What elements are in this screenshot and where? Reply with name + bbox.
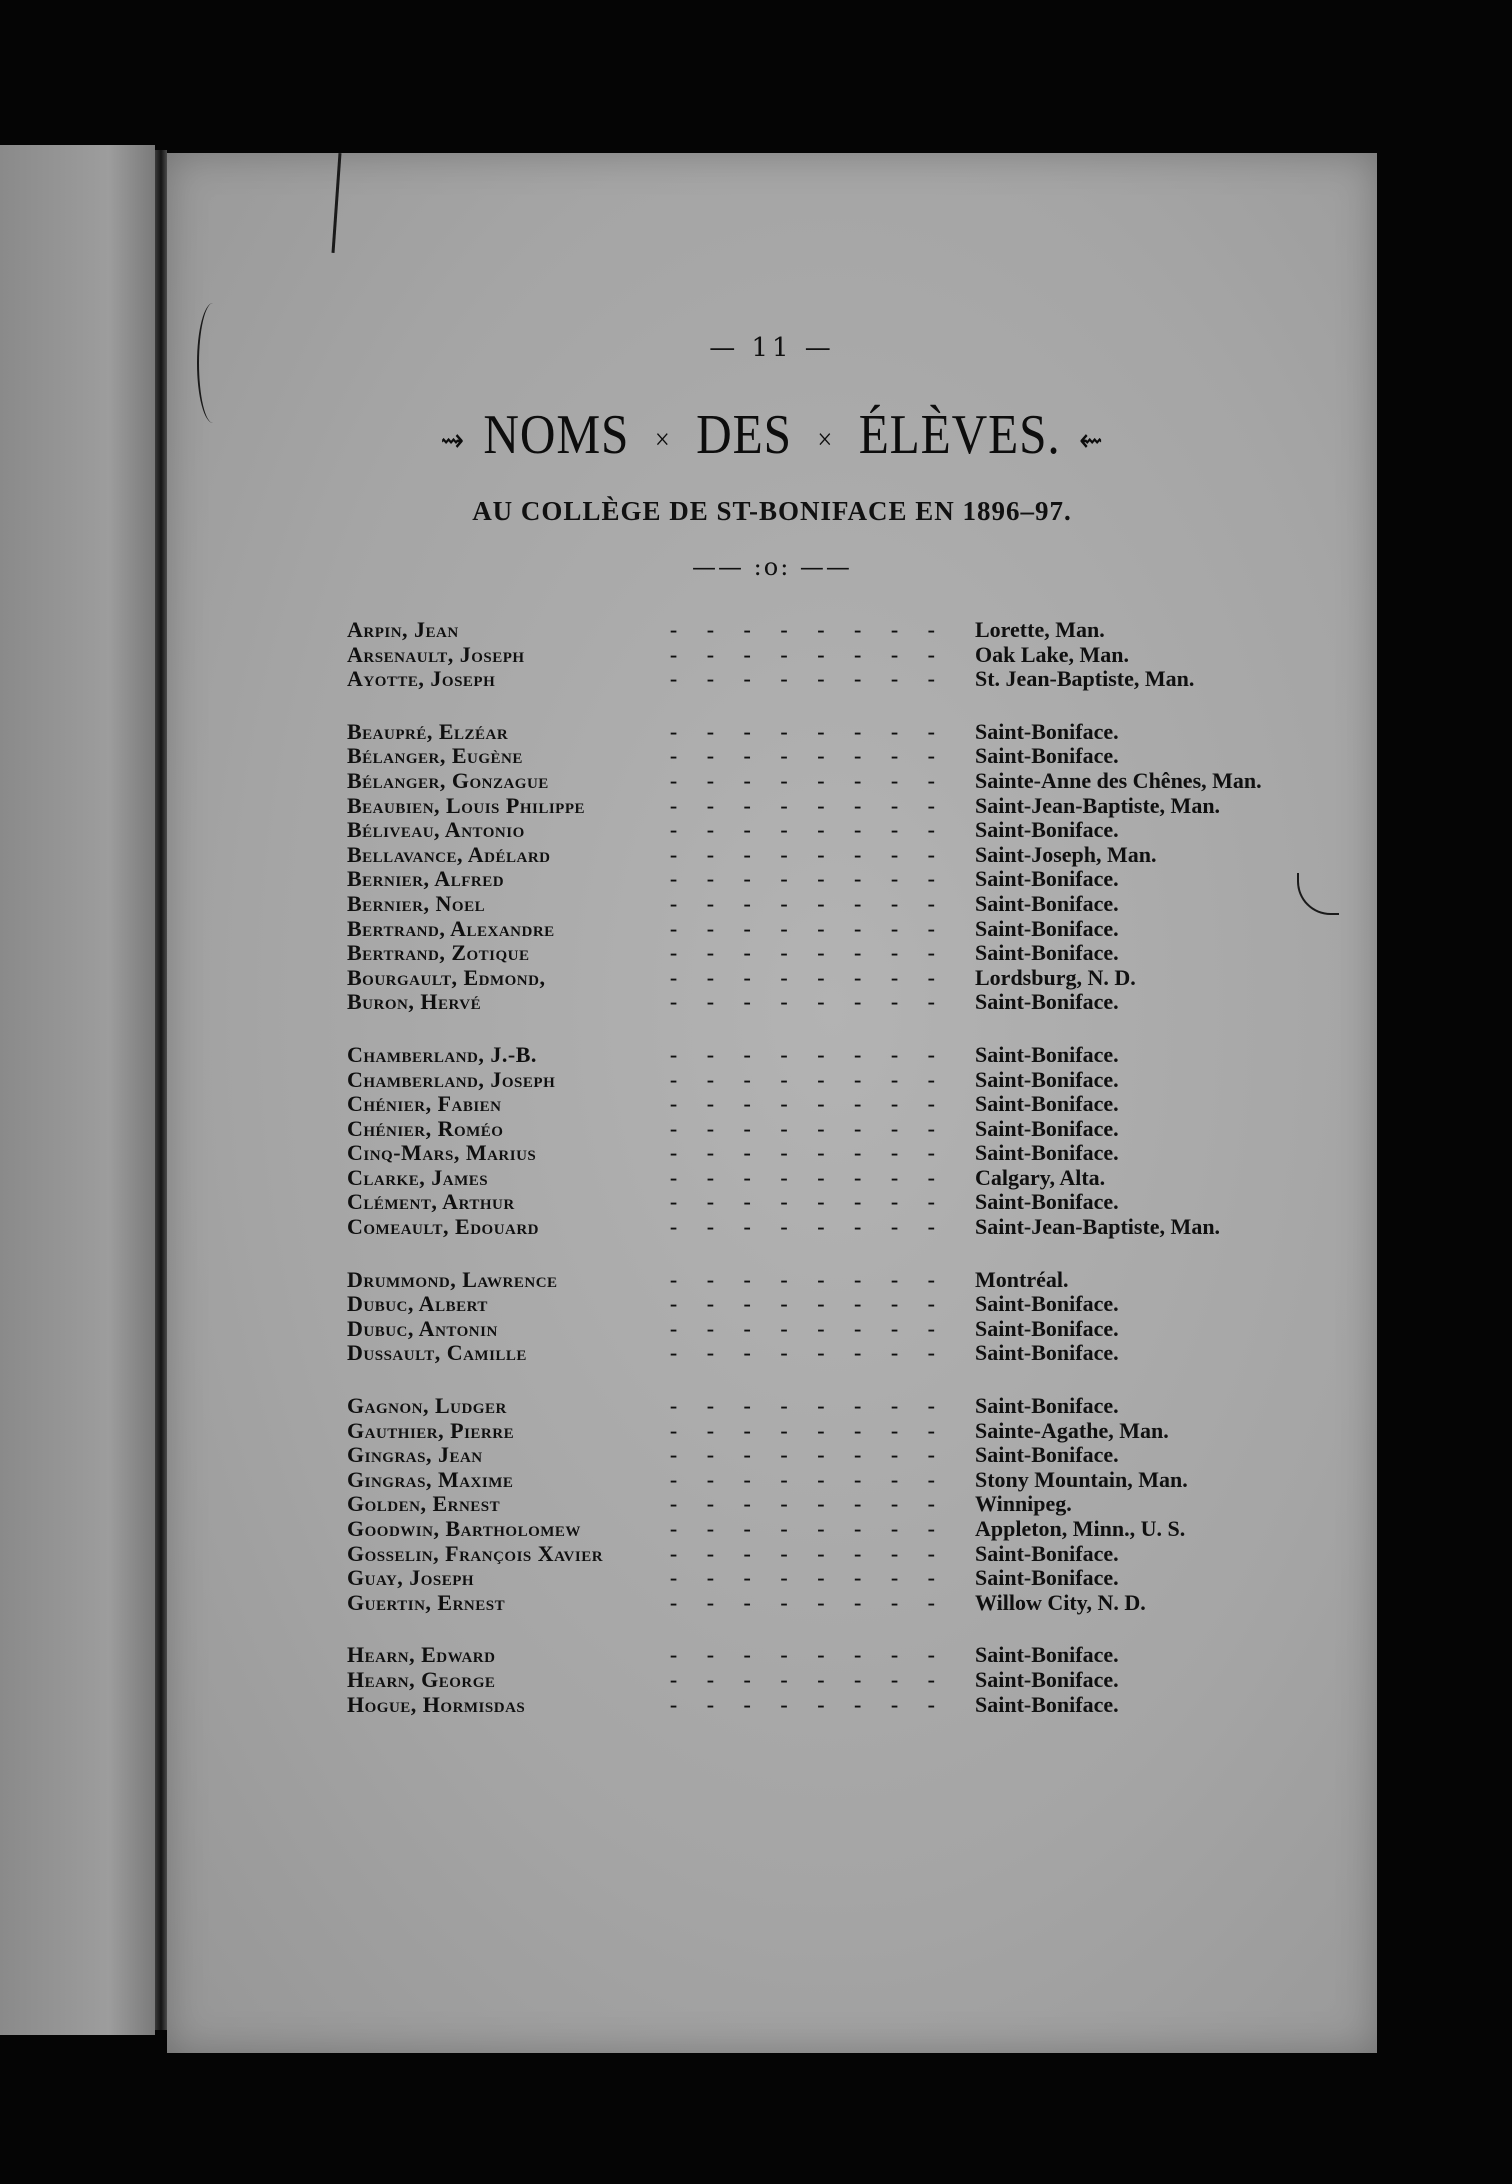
student-row (347, 1166, 1307, 1191)
student-hometown: Saint-Boniface. (975, 1642, 1119, 1668)
student-name: Cinq-Mars, Marius (347, 1140, 537, 1166)
group-spacer (347, 1366, 1307, 1394)
student-name: Bernier, Noel (347, 890, 486, 916)
title-right-ornament: ⇜ (1079, 422, 1104, 459)
leader-dashes: - - - - - - - - (669, 891, 947, 916)
student-name: Chénier, Fabien (347, 1091, 502, 1117)
leader-dashes: - - - - - - - - (669, 1566, 947, 1591)
leader-dashes: - - - - - - - - (669, 1541, 947, 1566)
student-hometown: Willow City, N. D. (975, 1589, 1146, 1615)
student-row (347, 1419, 1307, 1444)
student-name: Clarke, James (347, 1164, 489, 1190)
student-hometown: Saint-Boniface. (975, 989, 1119, 1015)
student-row (347, 769, 1307, 794)
student-name: Hearn, Edward (347, 1642, 496, 1668)
leader-dashes: - - - - - - - - (669, 1292, 947, 1317)
student-name: Gauthier, Pierre (347, 1417, 515, 1443)
leader-dashes: - - - - - - - - (669, 793, 947, 818)
student-row (347, 1693, 1307, 1718)
document-page (167, 153, 1377, 2053)
page-title (240, 403, 1305, 467)
title-left-ornament: ⇝ (440, 422, 465, 459)
student-hometown: Sainte-Agathe, Man. (975, 1417, 1169, 1443)
student-hometown: Saint-Boniface. (975, 866, 1119, 892)
student-row (347, 1443, 1307, 1468)
student-hometown: Saint-Boniface. (975, 1091, 1119, 1117)
student-row (347, 1492, 1307, 1517)
leader-dashes: - - - - - - - - (669, 1517, 947, 1541)
student-name: Chénier, Roméo (347, 1115, 504, 1141)
student-row (347, 818, 1307, 843)
student-row (347, 990, 1307, 1015)
student-name: Beaubien, Louis Philippe (347, 792, 585, 818)
student-hometown: Saint-Boniface. (975, 718, 1119, 744)
leader-dashes: - - - - - - - - (669, 1667, 947, 1692)
leader-dashes: - - - - - - - - (669, 867, 947, 892)
leader-dashes: - - - - - - - - (669, 1141, 947, 1166)
book-gutter (155, 150, 167, 2030)
leader-dashes: - - - - - - - - (669, 1215, 947, 1240)
student-hometown: Oak Lake, Man. (975, 641, 1130, 667)
leader-dashes: - - - - - - - - (669, 990, 947, 1015)
paper-crease-mark (197, 303, 229, 423)
student-row (347, 1268, 1307, 1293)
student-hometown: Saint-Boniface. (975, 1442, 1119, 1468)
title-word: NOMS (483, 404, 630, 466)
student-row (347, 643, 1307, 668)
student-name: Chamberland, Joseph (347, 1066, 556, 1092)
student-row (347, 1092, 1307, 1117)
leader-dashes: - - - - - - - - (669, 1692, 947, 1717)
student-row (347, 1517, 1307, 1542)
student-hometown: Saint-Jean-Baptiste, Man. (975, 1214, 1221, 1240)
student-row (347, 1190, 1307, 1215)
leader-dashes: - - - - - - - - (669, 667, 947, 692)
student-hometown: Saint-Boniface. (975, 1565, 1119, 1591)
student-name: Guertin, Ernest (347, 1589, 506, 1615)
student-name: Goodwin, Bartholomew (347, 1516, 581, 1541)
leader-dashes: - - - - - - - - (669, 1067, 947, 1092)
student-hometown: Calgary, Alta. (975, 1164, 1106, 1190)
student-hometown: Saint-Boniface. (975, 1315, 1119, 1341)
student-row (347, 1542, 1307, 1567)
student-hometown: Saint-Boniface. (975, 1393, 1119, 1419)
leader-dashes: - - - - - - - - (669, 1590, 947, 1615)
student-hometown: Saint-Boniface. (975, 940, 1119, 966)
student-name: Buron, Hervé (347, 989, 482, 1015)
leader-dashes: - - - - - - - - (669, 744, 947, 769)
student-name: Bellavance, Adélard (347, 841, 551, 867)
leader-dashes: - - - - - - - - (669, 1467, 947, 1492)
student-row (347, 1043, 1307, 1068)
student-hometown: Saint-Boniface. (975, 890, 1119, 916)
title-word: DES (696, 404, 792, 466)
student-hometown: Saint-Joseph, Man. (975, 841, 1157, 867)
student-name: Bertrand, Alexandre (347, 915, 555, 941)
student-hometown: Saint-Boniface. (975, 1140, 1119, 1166)
student-name: Bourgault, Edmond, (347, 964, 546, 990)
leader-dashes: - - - - - - - - (669, 1165, 947, 1190)
leader-dashes: - - - - - - - - (669, 719, 947, 744)
student-name: Guay, Joseph (347, 1565, 475, 1591)
leader-dashes: - - - - - - - - (669, 1418, 947, 1443)
title-separator: × (817, 423, 834, 457)
student-hometown: Saint-Boniface. (975, 915, 1119, 941)
student-hometown: Saint-Boniface. (975, 817, 1119, 843)
group-spacer (347, 692, 1307, 720)
student-hometown: St. Jean-Baptiste, Man. (975, 666, 1195, 692)
student-row (347, 1068, 1307, 1093)
student-hometown: Saint-Boniface. (975, 1115, 1119, 1141)
student-name: Hogue, Hormisdas (347, 1691, 526, 1717)
student-name: Arsenault, Joseph (347, 641, 525, 667)
leader-dashes: - - - - - - - - (669, 842, 947, 867)
student-name: Dubuc, Antonin (347, 1315, 498, 1341)
student-row (347, 1215, 1307, 1240)
group-spacer (347, 1015, 1307, 1043)
student-hometown: Winnipeg. (975, 1491, 1072, 1517)
student-row (347, 966, 1307, 991)
student-row (347, 744, 1307, 769)
facing-page-edge (0, 145, 155, 2035)
student-row (347, 1566, 1307, 1591)
leader-dashes: - - - - - - - - (669, 941, 947, 966)
student-hometown: Saint-Jean-Baptiste, Man. (975, 792, 1221, 818)
page-number: — 11 — (709, 333, 835, 363)
student-row (347, 1643, 1307, 1668)
student-row (347, 1468, 1307, 1493)
leader-dashes: - - - - - - - - (669, 1492, 947, 1517)
student-row (347, 1668, 1307, 1693)
student-row (347, 794, 1307, 819)
student-hometown: Montréal. (975, 1266, 1069, 1292)
leader-dashes: - - - - - - - - (669, 1394, 947, 1419)
student-hometown: Sainte-Anne des Chênes, Man. (975, 767, 1262, 793)
student-row (347, 1394, 1307, 1419)
leader-dashes: - - - - - - - - (669, 1092, 947, 1117)
leader-dashes: - - - - - - - - (669, 1341, 947, 1366)
title-separator: × (654, 423, 671, 457)
student-hometown: Lordsburg, N. D. (975, 964, 1136, 990)
leader-dashes: - - - - - - - - (669, 768, 947, 793)
section-divider: —— :o: —— (692, 553, 852, 581)
student-row (347, 867, 1307, 892)
student-name: Comeault, Edouard (347, 1214, 540, 1240)
student-name: Bernier, Alfred (347, 866, 505, 892)
student-row (347, 618, 1307, 643)
leader-dashes: - - - - - - - - (669, 965, 947, 990)
student-name: Golden, Ernest (347, 1491, 501, 1517)
student-row (347, 1117, 1307, 1142)
student-name: Drummond, Lawrence (347, 1266, 558, 1292)
student-hometown: Stony Mountain, Man. (975, 1466, 1188, 1492)
student-row (347, 1591, 1307, 1616)
student-hometown: Saint-Boniface. (975, 1691, 1119, 1717)
student-hometown: Saint-Boniface. (975, 1540, 1119, 1566)
student-list (347, 618, 1307, 1717)
student-name: Ayotte, Joseph (347, 666, 496, 692)
student-name: Gingras, Jean (347, 1442, 483, 1468)
student-row (347, 1141, 1307, 1166)
leader-dashes: - - - - - - - - (669, 1316, 947, 1341)
group-spacer (347, 1240, 1307, 1268)
leader-dashes: - - - - - - - - (669, 818, 947, 843)
student-row (347, 1292, 1307, 1317)
student-hometown: Lorette, Man. (975, 617, 1105, 642)
page-subtitle: AU COLLÈGE DE ST-BONIFACE EN 1896–97. (472, 496, 1072, 526)
student-name: Béliveau, Antonio (347, 817, 525, 843)
leader-dashes: - - - - - - - - (669, 1116, 947, 1141)
leader-dashes: - - - - - - - - (669, 642, 947, 667)
student-row (347, 1341, 1307, 1366)
student-name: Dussault, Camille (347, 1340, 527, 1366)
student-row (347, 941, 1307, 966)
student-name: Arpin, Jean (347, 617, 459, 642)
student-name: Bertrand, Zotique (347, 940, 530, 966)
student-hometown: Saint-Boniface. (975, 1189, 1119, 1215)
student-row (347, 720, 1307, 745)
leader-dashes: - - - - - - - - (669, 1267, 947, 1292)
student-name: Dubuc, Albert (347, 1291, 488, 1317)
student-row (347, 1317, 1307, 1342)
student-name: Hearn, George (347, 1666, 496, 1692)
student-hometown: Saint-Boniface. (975, 1291, 1119, 1317)
student-hometown: Saint-Boniface. (975, 1340, 1119, 1366)
leader-dashes: - - - - - - - - (669, 618, 947, 642)
student-row (347, 892, 1307, 917)
student-name: Bélanger, Eugène (347, 743, 523, 769)
student-name: Clément, Arthur (347, 1189, 515, 1215)
student-name: Gagnon, Ludger (347, 1393, 507, 1419)
student-row (347, 667, 1307, 692)
student-hometown: Saint-Boniface. (975, 1666, 1119, 1692)
leader-dashes: - - - - - - - - (669, 1042, 947, 1067)
student-hometown: Appleton, Minn., U. S. (975, 1516, 1186, 1541)
student-name: Gosselin, François Xavier (347, 1540, 604, 1566)
student-name: Chamberland, J.-B. (347, 1041, 537, 1067)
student-hometown: Saint-Boniface. (975, 1066, 1119, 1092)
leader-dashes: - - - - - - - - (669, 1643, 947, 1668)
pencil-mark (332, 153, 342, 253)
title-word: ÉLÈVES. (858, 404, 1061, 466)
leader-dashes: - - - - - - - - (669, 1190, 947, 1215)
group-spacer (347, 1615, 1307, 1643)
student-name: Bélanger, Gonzague (347, 767, 549, 793)
student-name: Beaupré, Elzéar (347, 718, 509, 744)
student-name: Gingras, Maxime (347, 1466, 514, 1492)
student-row (347, 917, 1307, 942)
leader-dashes: - - - - - - - - (669, 1443, 947, 1468)
student-row (347, 843, 1307, 868)
leader-dashes: - - - - - - - - (669, 916, 947, 941)
student-hometown: Saint-Boniface. (975, 743, 1119, 769)
student-hometown: Saint-Boniface. (975, 1041, 1119, 1067)
